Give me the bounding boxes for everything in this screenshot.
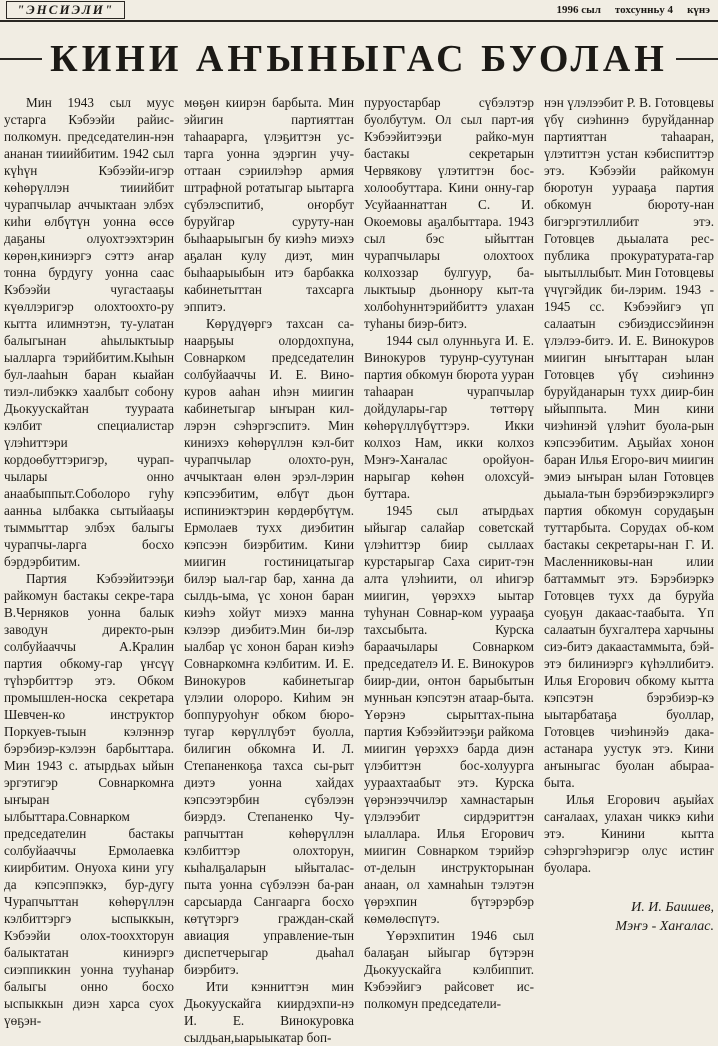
paper-name: "ЭНСИЭЛИ" (6, 1, 125, 19)
issue-weekday: күнэ (687, 4, 710, 16)
paragraph: Үөрэхпитин 1946 сыл балаҕан ыйыгар бүтэрэн Дьокуускайга кэлбиппит. Кэбээйигэ райсовет ис-полкомун председатели- (364, 928, 534, 1011)
paragraph: Мин 1943 сыл муус устарга Кэбээйи райис-полкомун. председателин-нэн ананан тииийбитим. 1942 сыл күһүн Кэбээйи-игэр көһөрүллэн тииийбит чурапчылар аччыктаан элбэх киһи өлбүтүн уонна өссө даҕаны олуохтээхтэрин көрөн,киниэргэ сэттэ аҥар тонна бурдугу уонна саас Кэбээйи чугастааҕы күөллэригэр олохтоохто-ру кытта илимнэтэн, ту-улатан балыгынан аһылыктыыр ыалларга тэрийбитим.Кыһын бул-лааһын баран кыайан тиэл-либэккэ хаалбыт собону Дьокуускайтан туураата кэлбит специалистар үлэһиттэри кордоөбуттэригэр, чурап-чылары онно анаабыппыт.Соболоро гуһу аанньа ылбакка сытыйааҕы тыммыттар элбэх балыгы чурапчы-ларга босхо бэрдэрбитим. (4, 95, 174, 569)
column-1 (4, 94, 174, 1028)
issue-date: тохсунньу 4 (614, 4, 674, 16)
article-body (4, 94, 714, 1045)
headline-row (0, 26, 718, 92)
headline-rule-left (0, 58, 42, 60)
paragraph: 1945 сыл атырдьах ыйыгар салайар советскай үлэһиттэр биир сыллаах курстарыгар Саха сирит-тэн алта үлэһиити, ол иһигэр миигин, үөрэххэ ыытар туһунан Совнар-ком уурааҕа тахсыбыта. Курска бараачылары Совнарком председателэ И. Е. Винокуров биир-дии, онтон барыбытын мунньан кэпсэтэн атаар-быта. Үөрэнэ сырыттах-пына партия Кэбээйитээҕи райкома миигин үөрэххэ барда диэн үлэбиттэн бос-холуурга уураахтаабыт этэ. Курска үөрэнээччилэр хамнастарын үлэлээбит сирдэриттэн ылаллара. Илья Егорович миигин Совнарком тэрийэр от-делын инструкторынан анаан, ол хамнаһын тэлэтэн үөрэхпин бүтэрэрбэр көмөлөспүтэ. (364, 503, 534, 926)
issue-year: 1996 сыл (556, 4, 601, 16)
paragraph: Партия Кэбээйитээҕи райкомун бастакы секре-тара В.Черняков уонна балык заводун директо-рын солбуйааччы А.Кралин партия обкому-гар үҥсүү түһэрбиттэр этэ. Обком промышлен-носка секретара Шевчен-ко инструктор Поркуев-тыын кэлэннэр бэрэбиэр-кэлээн барбыттара. Мин 1943 с. атырдьах ыйын эргэтигэр Совнаркомҥа ыҥыран ылбыттара.Совнарком председателин бастакы солбуйааччы Ермолаевка киирбитим. Онуоха кини угу да кэпсэппэккэ, бур-дугу Чурапчыттан көһөрүллэн кэлбиттэргэ ыспыккын, Кэбээйи олох-тооххторун балыктатан киниэргэ сиэппиккин уонна тууһанар балыгы онно босхо ыспыккын диэн харса суох үөҕэн- (4, 571, 174, 1028)
column-4 (544, 94, 714, 1024)
signature (544, 898, 714, 936)
paragraph: пуруостарбар сүбэлэтэр буолбутум. Ол сыл парт-ия Кэбээйитээҕи райко-мун бастакы секретарын Червякову үлэтиттэн бос-холообуттара. Кини онну-гар Усуйааннаттан С. И. Окоемовы аҕалбыттара. 1943 сыл бэс ыйыттан чурапчылары олохтоох колхоззар булгуур, ба-лыктыыр дьоннору кыт-та холбоһуннтэрийбиттэ улахан туһаны биэр-битэ. (364, 95, 534, 331)
paragraph: Ити кэнниттэн мин Дьокуускайга киирдэхпи-нэ И. Е. Винокуровка сылдьан,ыарыыкатар боп- (184, 979, 354, 1045)
paragraph: 1944 сыл олунньуга И. Е. Винокуров турунр-суутунан партия обкомун бюрота ууран таһааран чурапчылар дойдулары-гар төттөрү көһөрүллүбүттэрэ. Икки колхоз Нам, икки колхоз Мэҥэ-Хаҥалас оройуон-нарыгар көһөн олохсуй-буттара. (364, 333, 534, 501)
paragraph: Илья Егорович аҕыйах саҥалаах, улахан чиккэ киһи этэ. Кинини кытта сэһэргэһэригэр олус истиҥ буолара. (544, 792, 714, 875)
issue-info (557, 4, 711, 16)
signature-place: Мэҥэ - Хаҥалас. (615, 919, 714, 934)
masthead (0, 0, 718, 22)
article-headline: КИНИ АҤЫНЫГАС БУОЛАН (50, 38, 668, 80)
column-2 (184, 94, 354, 1045)
paragraph: мөҕөн киирэн барбыта. Мин эйигин партияттан таһаарарга, үлэҕиттэн ус-тарга уонна эдэргин учу-оттаан сэриилэһэр армия штрафной ротатыгар ыытарга сүбэлэспитиб, оҥорбут буруйгар суруту-нан быһаарыыгын бу киэһэ миэхэ аҕалан кулу диэт, мин быһаарыыбын итэ барбакка кабинетыттан тахсарга эппитэ. (184, 95, 354, 314)
signature-author: И. И. Баишев, (631, 900, 714, 915)
paragraph: Көрүдүөргэ тахсан са-наарҕыы олордохпуна, Совнарком председателин солбуйааччы И. Е. Вино-куров ааһан иһэн миигин кабинетыгар ыҥыран кил-лэрэн сэһэргэспитэ. Мин киниэхэ көһөрүллэн кэл-бит чурапчылар олохто-рун, аччыктаан өлөн эрэл-лэрин кэпсээбитим, өлбүт дьон испиниэктэрин көрдөрбүтүм. Ермолаев тухх диэбитин кэпсээн биэрбитим. Кини миигин гостиницатыгар билэр ыал-гар бар, ханна да сылдь-ыма, үс хонон баран киэһэ хойут миэхэ манна кэлээр диэбитэ.Мин би-лэр ыалбар үс хонон баран киэһэ Совнаркомҥа кэлбитим. И. Е. Винокуров кабинетыгар үлэлии олороро. Киһим эн боппуруоһуҥ обком бюро-тугар көрүллүбэт буолла, билигин обкомҥа И. Л. Степаненкоҕа тахса сы-рыт диэтэ уонна хайдах кэпсээтэрбин сүбэлээн биэрдэ. Степаненко Чу-рапчыттан көһөрүллэн кэлбиттэр олохторун, кыһалҕаларын ыйыталас-пыта уонна сүбэлээн ба-ран сарсыарда Сангаарга босхо көтүтэргэ граждан-скай авиация управление-тын диспетчерыгар дьаһал биэрбитэ. (184, 316, 354, 977)
headline-rule-right (676, 58, 718, 60)
column-3 (364, 94, 534, 1024)
paragraph: нэн үлэлээбит Р. В. Готовцевы үбү сиэһиннэ буруйданнар партияттан таһааран, үлэтиттэн устан кэбиспиттэр этэ. Кэбээйи райкомун бюротун уурааҕа партия обкомун бюроту-нан бигэргэтиллибит этэ. Готовцев дьыалата рес-публика прокуратурата-гар ыытыллыбыт. Мин Готовцевы үчүгэйдик би-лэрим. 1943 - 1945 сс. Кэбээйигэ үп салаатын сэбиэдиссэйинэн үлэлээ-битэ. И. Е. Винокуров миигин ыҥыттаран ылан Готовцев үбү сиэһиннэ буруйданарын тухх диир-бин ыйыппыта. Мин кини чиэһинэй үлэһит буола-рын кэпсээбитим. Аҕыйах хонон баран Илья Егоро-вич миигин эмиэ ыҥыран ылан Готовцев дьыала-тын бэрэбиэрэкэлиргэ партия обкомун сорудаҕын туттарбыта. Сорудах об-ком бастакы секретары-нан Г. И. Масленниковы-нан илии баттаммыт этэ. Бэрэбиэркэ Готовцев тухх да буруйа суоҕун дакаас-таабыта. Үп салаатын бухгалтера харчыны сиэ-битэ дакаастаммыта, бэй-этэ билиниэргэ күһэллибитэ. Илья Егорович обкому кытта кэпсэтэн бэрэбиэр-кэ ыытарбатаҕа буоллар, Готовцев чиэһинэйэ дака-астанара уустук этэ. Кини аҥыныгас буолан абыраа-быта. (544, 95, 714, 790)
